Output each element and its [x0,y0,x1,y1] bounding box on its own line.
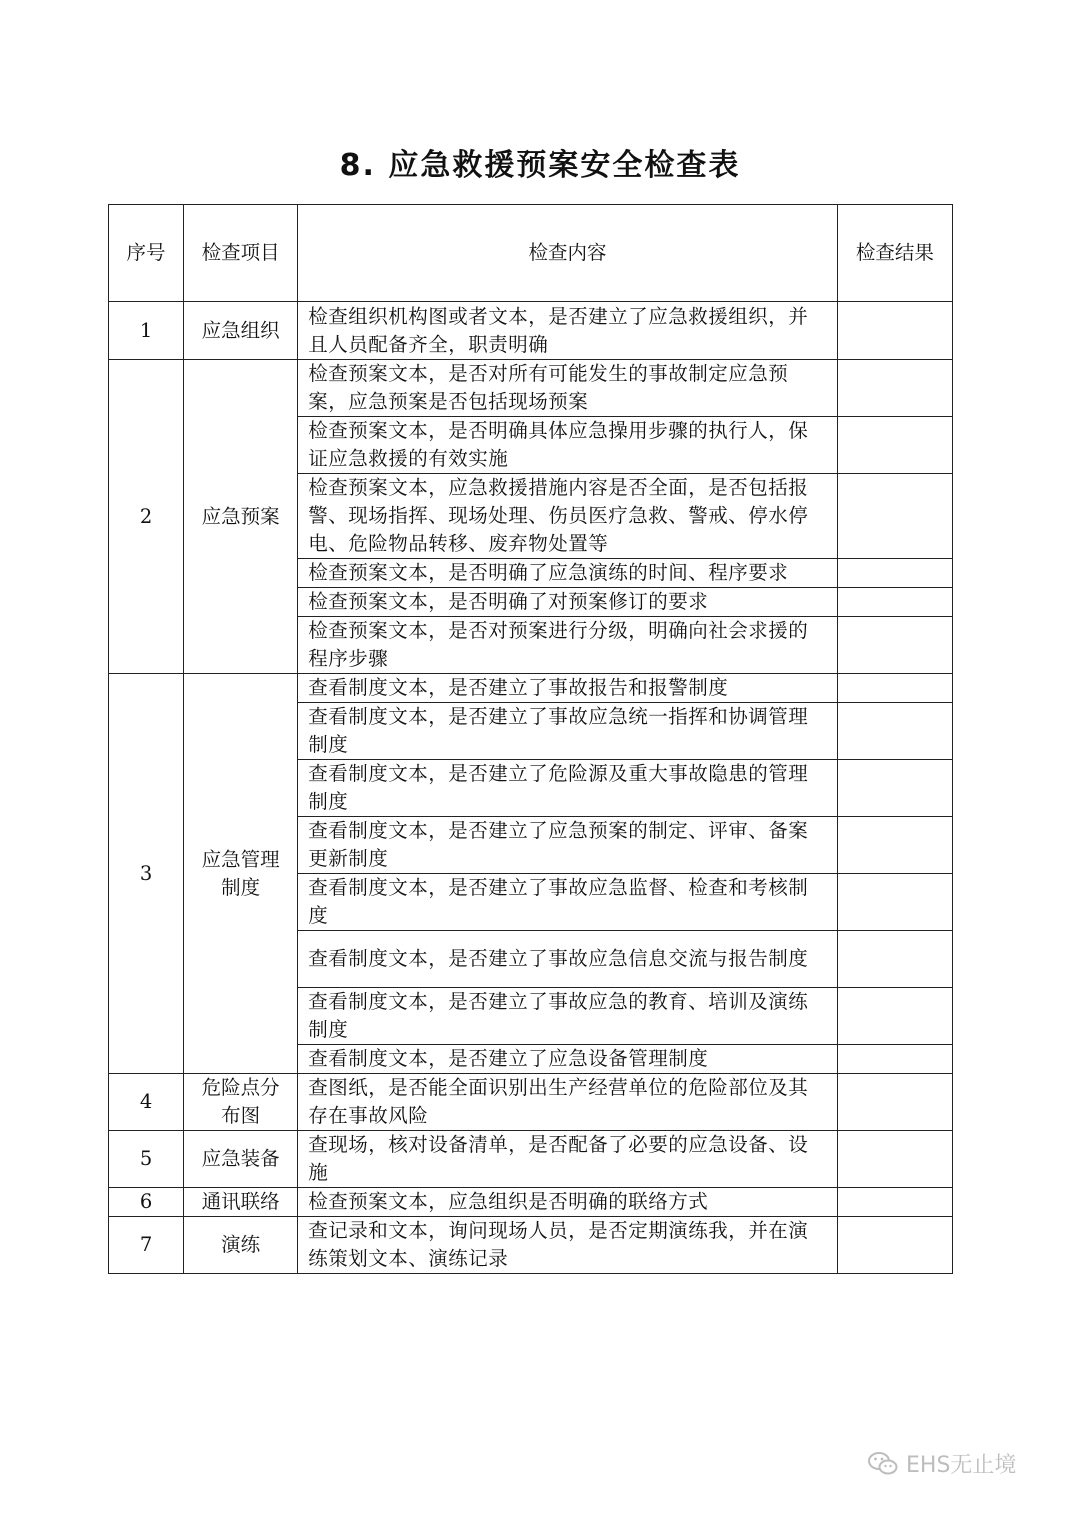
check-content: 查看制度文本，是否建立了危险源及重大事故隐患的管理制度 [298,760,838,817]
check-content: 检查预案文本，应急组织是否明确的联络方式 [298,1188,838,1217]
check-content: 查看制度文本，是否建立了事故应急统一指挥和协调管理制度 [298,703,838,760]
check-result-cell[interactable] [837,559,952,588]
table-row [109,1131,953,1188]
check-item: 演练 [184,1217,298,1274]
check-result-cell[interactable] [837,1131,952,1188]
check-result-cell[interactable] [837,302,952,360]
check-content: 查看制度文本，是否建立了事故报告和报警制度 [298,674,838,703]
row-number: 1 [109,302,184,360]
header-no: 序号 [109,205,184,302]
table-row [109,1188,953,1217]
check-content: 检查预案文本，是否明确了对预案修订的要求 [298,588,838,617]
table-row [109,1074,953,1131]
row-number: 2 [109,360,184,674]
check-content: 查看制度文本，是否建立了事故应急监督、检查和考核制度 [298,874,838,931]
check-result-cell[interactable] [837,1074,952,1131]
row-number: 4 [109,1074,184,1131]
check-content: 检查组织机构图或者文本，是否建立了应急救援组织，并且人员配备齐全，职责明确 [298,302,838,360]
check-content: 查现场，核对设备清单，是否配备了必要的应急设备、设施 [298,1131,838,1188]
table-row [109,302,953,360]
check-item: 应急管理制度 [184,674,298,1074]
table-row [109,1217,953,1274]
check-result-cell[interactable] [837,474,952,559]
row-number: 3 [109,674,184,1074]
check-result-cell[interactable] [837,817,952,874]
table-body [109,302,953,1274]
header-item: 检查项目 [184,205,298,302]
page-title: 8. 应急救援预案安全检查表 [339,148,741,183]
checklist-table [108,204,953,1274]
check-content: 查记录和文本，询问现场人员，是否定期演练我，并在演练策划文本、演练记录 [298,1217,838,1274]
check-result-cell[interactable] [837,417,952,474]
row-number: 5 [109,1131,184,1188]
check-item: 应急装备 [184,1131,298,1188]
check-content: 检查预案文本，应急救援措施内容是否全面，是否包括报警、现场指挥、现场处理、伤员医疗急救、警戒、停水停电、危险物品转移、废弃物处置等 [298,474,838,559]
check-content: 查看制度文本，是否建立了事故应急信息交流与报告制度 [298,931,838,988]
check-result-cell[interactable] [837,360,952,417]
check-result-cell[interactable] [837,760,952,817]
table-row [109,674,953,703]
table-header-row [109,205,953,302]
check-item: 应急组织 [184,302,298,360]
check-result-cell[interactable] [837,1188,952,1217]
check-result-cell[interactable] [837,703,952,760]
check-item: 应急预案 [184,360,298,674]
table-row [109,360,953,417]
check-result-cell[interactable] [837,674,952,703]
watermark-text: EHS无止境 [906,1453,1017,1478]
check-item: 通讯联络 [184,1188,298,1217]
check-result-cell[interactable] [837,874,952,931]
check-result-cell[interactable] [837,1217,952,1274]
watermark [868,1448,1016,1479]
check-content: 检查预案文本，是否对所有可能发生的事故制定应急预案，应急预案是否包括现场预案 [298,360,838,417]
row-number: 6 [109,1188,184,1217]
check-result-cell[interactable] [837,617,952,674]
check-content: 检查预案文本，是否对预案进行分级，明确向社会求援的程序步骤 [298,617,838,674]
check-content: 查看制度文本，是否建立了应急设备管理制度 [298,1045,838,1074]
row-number: 7 [109,1217,184,1274]
check-content: 查看制度文本，是否建立了事故应急的教育、培训及演练制度 [298,988,838,1045]
check-content: 检查预案文本，是否明确了应急演练的时间、程序要求 [298,559,838,588]
check-content: 检查预案文本，是否明确具体应急操用步骤的执行人，保证应急救援的有效实施 [298,417,838,474]
check-result-cell[interactable] [837,588,952,617]
check-result-cell[interactable] [837,931,952,988]
check-result-cell[interactable] [837,1045,952,1074]
header-content: 检查内容 [298,205,838,302]
wechat-icon [868,1451,898,1477]
check-result-cell[interactable] [837,988,952,1045]
check-content: 查图纸，是否能全面识别出生产经营单位的危险部位及其存在事故风险 [298,1074,838,1131]
check-item: 危险点分布图 [184,1074,298,1131]
check-content: 查看制度文本，是否建立了应急预案的制定、评审、备案更新制度 [298,817,838,874]
header-result: 检查结果 [837,205,952,302]
